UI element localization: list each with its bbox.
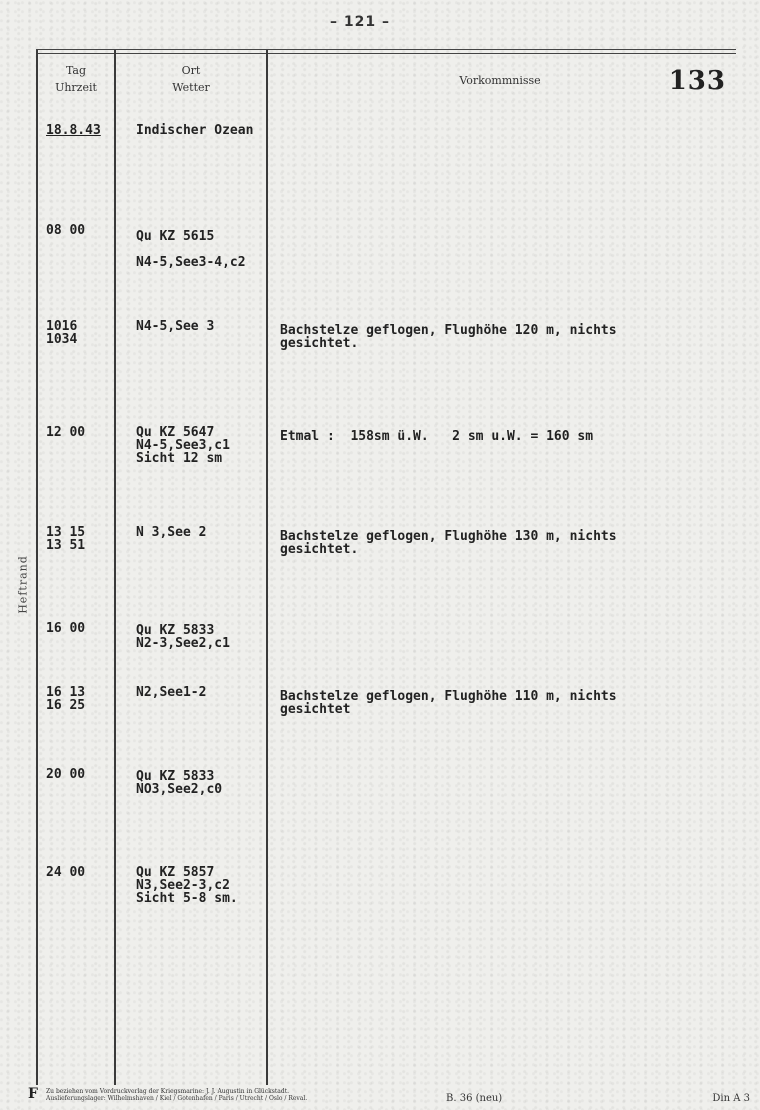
entry-time: 24 00 xyxy=(46,865,86,880)
entry-place: N 3,See 2 xyxy=(136,525,207,540)
footer-imprint xyxy=(46,1088,446,1102)
entry-time: 12 00 xyxy=(46,425,86,440)
page-number: – 121 – xyxy=(330,14,390,30)
footer-imprint-line1: Zu beziehen vom Vordruckverlag der Kriegsmarine: J. J. Augustin in Glückstadt. xyxy=(46,1088,290,1095)
entry-place: Qu KZ 5857 N3,See2-3,c2 Sicht 5-8 sm. xyxy=(136,865,238,906)
sheet-number: 133 xyxy=(668,66,726,96)
column-header-ort-line2: Wetter xyxy=(172,81,210,94)
entry-time: 16 00 xyxy=(46,621,86,636)
entry-event: Etmal : 158sm ü.W. 2 sm u.W. = 160 sm xyxy=(280,429,594,444)
column-header-tag-line2: Uhrzeit xyxy=(55,81,97,94)
entry-event: Bachstelze geflogen, Flughöhe 110 m, nichts gesichtet xyxy=(280,689,617,717)
entry-place: N2,See1-2 xyxy=(136,685,207,700)
entry-place: N4-5,See 3 xyxy=(136,319,215,334)
entry-time: 08 00 xyxy=(46,223,86,238)
entry-time: 1016 1034 xyxy=(46,319,78,347)
binding-margin-text: Heftrand xyxy=(16,555,30,614)
footer-form-code: B. 36 (neu) xyxy=(446,1093,503,1104)
column-header-ort xyxy=(118,62,264,96)
entry-event: Bachstelze geflogen, Flughöhe 120 m, nichts gesichtet. xyxy=(280,323,617,351)
header-rule xyxy=(36,49,736,50)
header-rule-double xyxy=(36,53,736,54)
entry-time: 13 15 13 51 xyxy=(46,525,86,553)
entry-time: 20 00 xyxy=(46,767,86,782)
column-header-tag-line1: Tag xyxy=(65,64,87,77)
entry-place: Qu KZ 5615 N4-5,See3-4,c2 xyxy=(136,229,246,270)
entry-place: Qu KZ 5647 N4-5,See3,c1 Sicht 12 sm xyxy=(136,425,230,466)
entry-place: Qu KZ 5833 NO3,See2,c0 xyxy=(136,769,223,797)
entry-place: Qu KZ 5833 N2-3,See2,c1 xyxy=(136,623,230,651)
footer-din-code: Din A 3 xyxy=(712,1093,750,1104)
entry-time: 16 13 16 25 xyxy=(46,685,86,713)
entry-event: Bachstelze geflogen, Flughöhe 130 m, nichts gesichtet. xyxy=(280,529,617,557)
column-header-vorkommnisse: Vorkommnisse xyxy=(459,74,541,87)
entry-place: Indischer Ozean xyxy=(136,123,254,138)
entry-time: 18.8.43 xyxy=(46,123,101,138)
column-line-tag-ort xyxy=(114,50,116,1085)
binding-margin-label xyxy=(8,540,38,630)
column-header-tag xyxy=(40,62,112,96)
footer-imprint-line2: Auslieferungslager: Wilhelmshaven / Kiel / Gotenhafen / Paris / Utrecht / Oslo / Reval. xyxy=(46,1095,308,1102)
column-line-ort-vorkommnisse xyxy=(266,50,268,1085)
column-header-ort-line1: Ort xyxy=(181,64,201,77)
footer-letter: F xyxy=(28,1086,38,1102)
